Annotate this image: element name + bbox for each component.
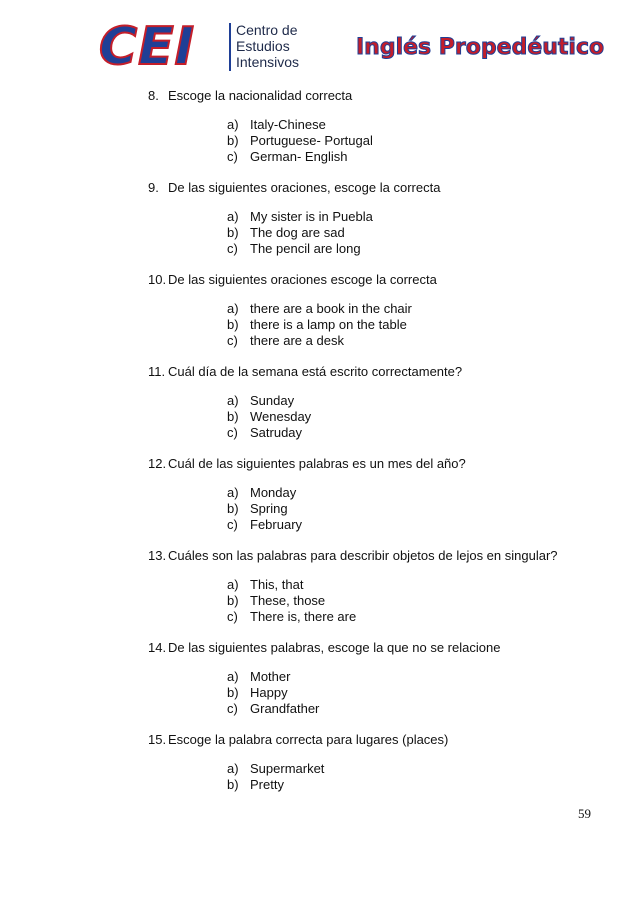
option-text: The dog are sad xyxy=(250,225,345,240)
option-text: Wenesday xyxy=(250,409,312,424)
question-number: 15. xyxy=(148,732,167,747)
question-line xyxy=(148,456,608,472)
option-letter: c) xyxy=(227,701,238,716)
answer-option xyxy=(227,333,608,349)
question-line xyxy=(148,88,608,104)
answer-options xyxy=(148,393,608,441)
answer-option xyxy=(227,701,608,717)
option-text: Grandfather xyxy=(250,701,320,716)
answer-option xyxy=(227,393,608,409)
option-text: there are a desk xyxy=(250,333,344,348)
answer-option xyxy=(227,517,608,533)
answer-option xyxy=(227,685,608,701)
answer-option xyxy=(227,209,608,225)
option-text: This, that xyxy=(250,577,304,592)
option-text: My sister is in Puebla xyxy=(250,209,373,224)
question-text: Escoge la nacionalidad correcta xyxy=(168,88,353,103)
question-list xyxy=(148,88,608,808)
question-item xyxy=(148,456,608,533)
answer-option xyxy=(227,133,608,149)
option-text: Italy-Chinese xyxy=(250,117,326,132)
question-number: 13. xyxy=(148,548,167,563)
option-letter: a) xyxy=(227,485,239,500)
option-letter: b) xyxy=(227,501,239,516)
answer-option xyxy=(227,501,608,517)
answer-option xyxy=(227,669,608,685)
option-letter: a) xyxy=(227,669,239,684)
answer-option xyxy=(227,117,608,133)
option-text: there is a lamp on the table xyxy=(250,317,407,332)
answer-option xyxy=(227,241,608,257)
option-text: Satruday xyxy=(250,425,303,440)
question-text: Cuáles son las palabras para describir objetos de lejos en singular? xyxy=(168,548,558,563)
option-text: Happy xyxy=(250,685,288,700)
answer-options xyxy=(148,209,608,257)
cei-logo: CEI xyxy=(99,17,196,77)
option-letter: b) xyxy=(227,225,239,240)
question-text: De las siguientes palabras, escoge la que no se relacione xyxy=(168,640,501,655)
option-letter: a) xyxy=(227,761,239,776)
answer-option xyxy=(227,409,608,425)
question-number: 8. xyxy=(148,88,159,103)
option-letter: b) xyxy=(227,409,239,424)
document-title: Inglés Propedéutico xyxy=(356,35,605,60)
option-letter: c) xyxy=(227,609,238,624)
option-letter: c) xyxy=(227,241,238,256)
option-text: These, those xyxy=(250,593,326,608)
option-text: February xyxy=(250,517,303,532)
question-text: De las siguientes oraciones, escoge la correcta xyxy=(168,180,441,195)
answer-options xyxy=(148,485,608,533)
option-text: The pencil are long xyxy=(250,241,361,256)
question-text: De las siguientes oraciones escoge la correcta xyxy=(168,272,437,287)
option-text: Portuguese- Portugal xyxy=(250,133,373,148)
answer-option xyxy=(227,761,608,777)
logo-divider xyxy=(229,23,231,71)
option-text: Pretty xyxy=(250,777,284,792)
answer-option xyxy=(227,149,608,165)
question-line xyxy=(148,548,608,564)
option-text: Monday xyxy=(250,485,297,500)
question-number: 14. xyxy=(148,640,167,655)
logo-institution-name xyxy=(236,22,299,70)
logo-line: Estudios xyxy=(236,38,290,54)
option-letter: b) xyxy=(227,133,239,148)
option-letter: a) xyxy=(227,577,239,592)
option-letter: c) xyxy=(227,149,238,164)
option-text: Spring xyxy=(250,501,288,516)
option-letter: a) xyxy=(227,393,239,408)
logo-line: Intensivos xyxy=(236,54,300,70)
answer-option xyxy=(227,425,608,441)
option-letter: c) xyxy=(227,333,238,348)
answer-options xyxy=(148,577,608,625)
page-number: 59 xyxy=(578,806,591,821)
option-letter: c) xyxy=(227,517,238,532)
question-line xyxy=(148,364,608,380)
answer-option xyxy=(227,777,608,793)
question-number: 12. xyxy=(148,456,167,471)
option-letter: c) xyxy=(227,425,238,440)
answer-option xyxy=(227,577,608,593)
answer-option xyxy=(227,609,608,625)
answer-options xyxy=(148,301,608,349)
question-line xyxy=(148,180,608,196)
option-text: Mother xyxy=(250,669,291,684)
answer-options xyxy=(148,669,608,717)
option-letter: b) xyxy=(227,317,239,332)
question-text: Cuál día de la semana está escrito correctamente? xyxy=(168,364,463,379)
question-item xyxy=(148,640,608,717)
question-number: 11. xyxy=(148,364,166,379)
question-item xyxy=(148,364,608,441)
option-letter: a) xyxy=(227,117,239,132)
option-text: there are a book in the chair xyxy=(250,301,412,316)
question-number: 9. xyxy=(148,180,159,195)
option-letter: b) xyxy=(227,777,239,792)
logo-line: Centro de xyxy=(236,22,298,38)
option-letter: a) xyxy=(227,301,239,316)
option-letter: a) xyxy=(227,209,239,224)
page-header xyxy=(0,0,638,90)
question-number: 10. xyxy=(148,272,167,287)
answer-option xyxy=(227,225,608,241)
answer-options xyxy=(148,117,608,165)
answer-options xyxy=(148,761,608,793)
question-item xyxy=(148,272,608,349)
question-text: Escoge la palabra correcta para lugares (places) xyxy=(168,732,449,747)
answer-option xyxy=(227,301,608,317)
option-letter: b) xyxy=(227,593,239,608)
question-line xyxy=(148,732,608,748)
answer-option xyxy=(227,317,608,333)
option-text: There is, there are xyxy=(250,609,357,624)
question-item xyxy=(148,732,608,793)
option-letter: b) xyxy=(227,685,239,700)
question-item xyxy=(148,88,608,165)
answer-option xyxy=(227,593,608,609)
question-item xyxy=(148,180,608,257)
question-item xyxy=(148,548,608,625)
option-text: Sunday xyxy=(250,393,295,408)
question-text: Cuál de las siguientes palabras es un mes del año? xyxy=(168,456,466,471)
question-line xyxy=(148,272,608,288)
option-text: Supermarket xyxy=(250,761,325,776)
answer-option xyxy=(227,485,608,501)
question-line xyxy=(148,640,608,656)
option-text: German- English xyxy=(250,149,348,164)
